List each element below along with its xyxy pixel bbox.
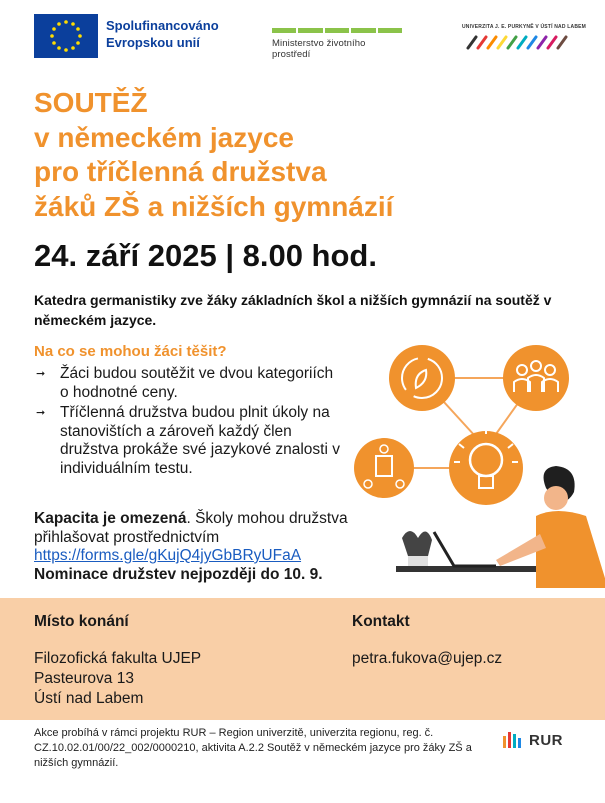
- sustainability-icon: [389, 345, 455, 411]
- arrow-bullet-icon: ➞: [36, 407, 46, 419]
- list-item: ➞ Tříčlenná družstva budou plnit úkoly na stanovištích a zároveň každý člen družstva prokáže své jazykové znalosti v individuálním testu.: [36, 404, 340, 477]
- venue-line: Pasteurova 13: [34, 670, 134, 687]
- lightbulb-idea-icon: [449, 428, 523, 505]
- nomination-deadline: Nominace družstev nejpozději do 10. 9.: [34, 565, 323, 583]
- registration-link[interactable]: https://forms.gle/gKujQ4jyGbBRyUFaA: [34, 547, 302, 564]
- list-item: ➞ Žáci budou soutěžit ve dvou kategoriích o hodnotné ceny.: [36, 365, 334, 401]
- page-title: SOUTĚŽ v německém jazyce pro tříčlenná družstva žáků ZŠ a nižších gymnázií: [34, 87, 394, 222]
- event-date: 24. září 2025 | 8.00 hod.: [34, 238, 377, 273]
- eu-flag-icon: [34, 14, 98, 58]
- organization-icon: [354, 438, 414, 498]
- contact-email[interactable]: petra.fukova@ujep.cz: [352, 650, 503, 667]
- teamwork-illustration-icon: [346, 338, 605, 588]
- expectations-list: [34, 365, 344, 478]
- rur-logo: RUR: [502, 730, 563, 750]
- intro-text: Katedra germanistiky zve žáky základních škol a nižších gymnázií na soutěž v německém jazyce.: [34, 292, 552, 328]
- venue-heading: Místo konání: [34, 613, 129, 630]
- venue-section: [34, 613, 334, 709]
- logo-bar: [34, 14, 585, 62]
- contact-section: [352, 613, 592, 669]
- expectations-heading: Na co se mohou žáci těšit?: [34, 343, 227, 360]
- group-people-icon: [503, 345, 569, 411]
- venue-line: Ústí nad Labem: [34, 690, 144, 707]
- university-logo: UNIVERZITA J. E. PURKYNĚ V ÚSTÍ NAD LABEM: [462, 24, 582, 55]
- illustration: [346, 338, 605, 588]
- footer-text: Akce probíhá v rámci projektu RUR – Region univerzitě, univerzita regionu, reg. č. CZ.10.02.01/00/22_002/0000210, aktivita A.2.2 Soutěž v německém jazyce pro žáky ZŠ a nižších gymnázií.: [34, 727, 472, 769]
- expectations-section: [34, 343, 344, 480]
- ministry-logo: Ministerstvo životního prostředí: [272, 28, 402, 60]
- contact-heading: Kontakt: [352, 613, 410, 630]
- venue-line: Filozofická fakulta UJEP: [34, 650, 202, 667]
- arrow-bullet-icon: ➞: [36, 368, 46, 380]
- capacity-highlight: Kapacita je omezená: [34, 510, 187, 527]
- capacity-text: . Školy mohou družstva přihlašovat prostřednictvím: [34, 510, 348, 546]
- university-stripes-icon: [462, 34, 582, 50]
- eu-cofunding-label: Spolufinancováno Evropskou unií: [106, 18, 219, 50]
- rur-bars-icon: [502, 730, 524, 750]
- info-band: [0, 598, 605, 720]
